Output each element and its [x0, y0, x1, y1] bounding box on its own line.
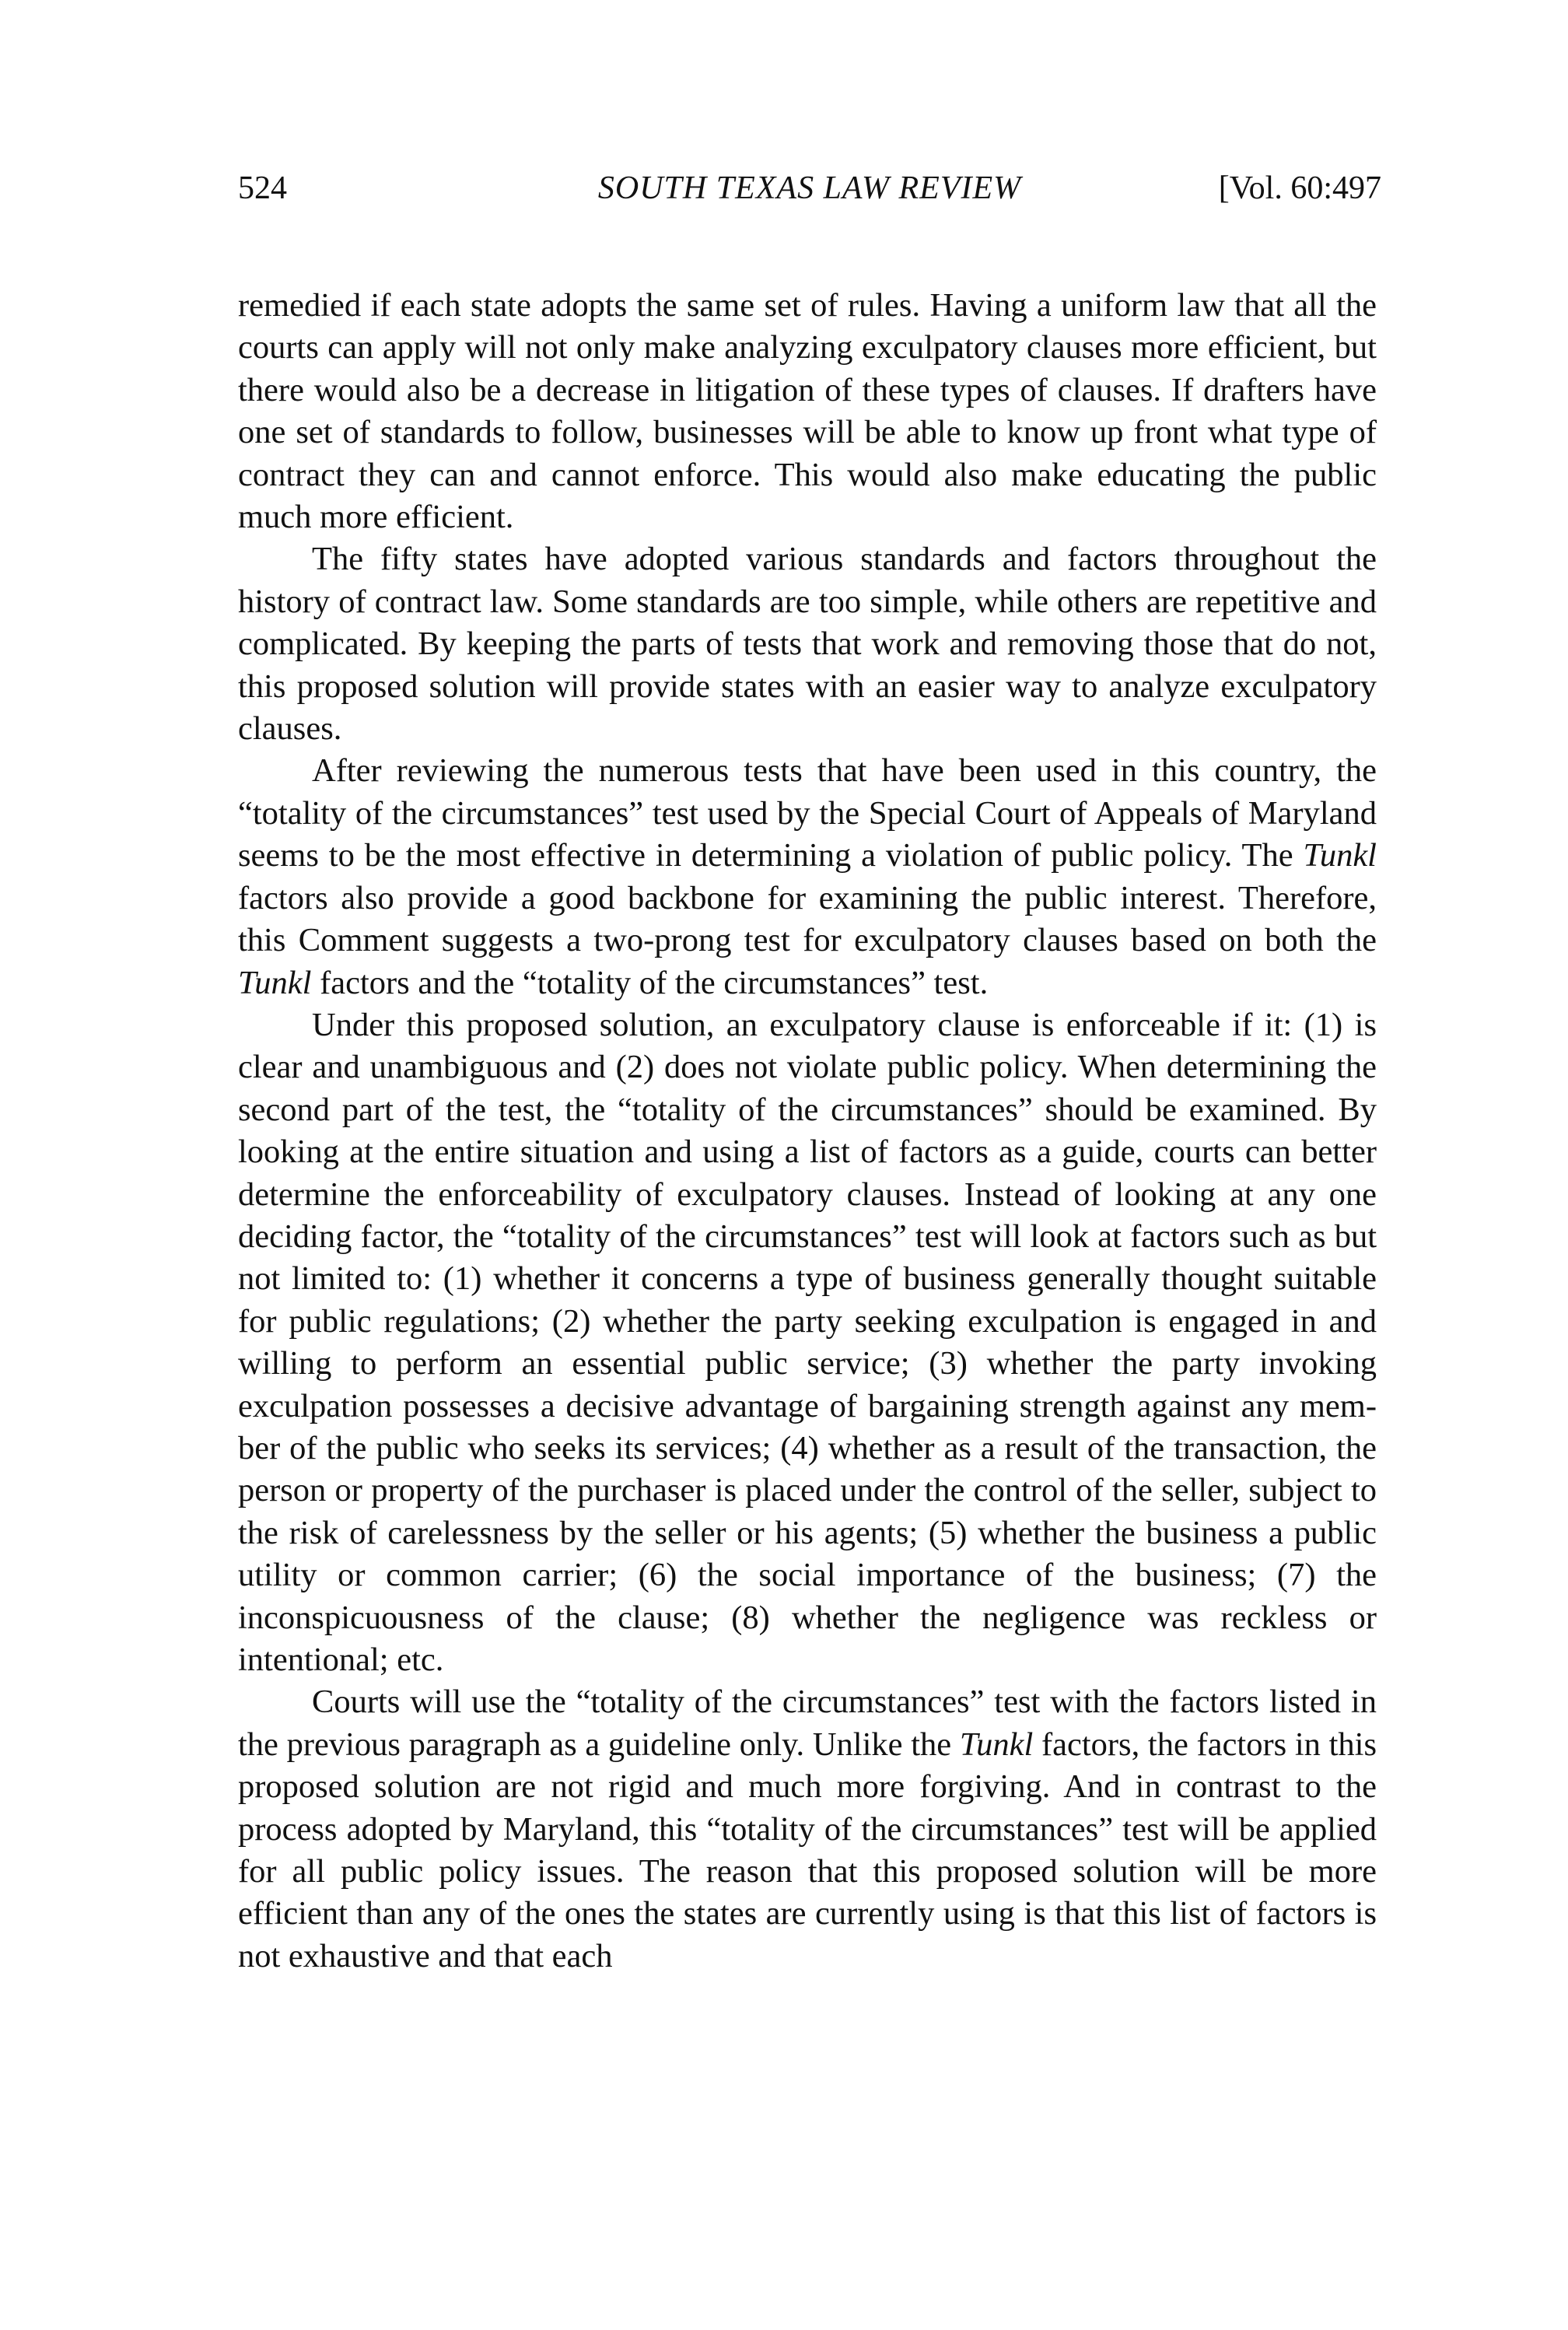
body-text: [238, 285, 1377, 1978]
body-paragraph: [238, 285, 1377, 538]
body-paragraph: [238, 1681, 1377, 1978]
volume-citation: [Vol. 60:497: [1218, 170, 1381, 206]
case-name-italic: Tunkl: [1303, 837, 1377, 874]
paragraph-text: The fifty states have adopted various standards and factors throughout the history of contract law. Some standards are too simple, while others are repetitive and complicated. By keeping the parts of tests that work and removing those that do not, this proposed solution will provide states with an easier way to analyze exculpatory clauses.: [238, 541, 1377, 748]
paragraph-text: After reviewing the numerous tests that have been used in this country, the “totality of the circumstances” test used by the Special Court of Appeals of Maryland seems to be the most effective in determining a violation of public policy. The: [238, 752, 1377, 874]
case-name-italic: Tunkl: [238, 964, 312, 1001]
body-paragraph: [238, 750, 1377, 1004]
case-name-italic: Tunkl: [959, 1726, 1034, 1763]
paragraph-text: factors, the factors in this proposed solution are not rigid and much more forgiving. And in contrast to the process adopted by Maryland, this “totality of the circumstances” test will be applied for all public policy issues. The reason that this proposed solution will be more efficient than any of the ones the states are currently using is that this list of factors is not exhaustive and that each: [238, 1726, 1377, 1974]
paragraph-text: remedied if each state adopts the same set of rules. Having a uniform law that all the courts can apply will not only make analyzing exculpatory clauses more efficient, but there would also be a decrease in litigation of these types of clauses. If drafters have one set of standards to follow, businesses will be able to know up front what type of contract they can and cannot enforce. This would also make educating the public much more efficient.: [238, 287, 1377, 536]
page-number: 524: [238, 170, 287, 206]
paragraph-text: Courts will use the “totality of the circumstances” test with the factors listed in the previous paragraph as a guideline only. Unlike the: [238, 1684, 1377, 1763]
body-paragraph: [238, 538, 1377, 750]
journal-title: SOUTH TEXAS LAW REVIEW: [597, 170, 1022, 206]
paragraph-text: factors and the “totality of the circumstances” test.: [311, 964, 989, 1001]
paragraph-text: factors also provide a good backbone for examining the public interest. Therefore, this Comment suggests a two-prong test for exculpatory clauses based on both the: [238, 879, 1377, 959]
running-header: [238, 165, 1381, 212]
body-paragraph: [238, 1004, 1377, 1682]
paragraph-text: Under this proposed solution, an exculpatory clause is enforceable if it: (1) is clear and unambiguous and (2) does not violate public policy. When determining the second part of the test, the “totality of the circumstances” should be examined. By looking at the entire situation and using a list of factors as a guide, courts can better determine the enforceability of exculpatory clauses. Instead of looking at any one deciding factor, the “totality of the circumstances” test will look at factors such as but not limited to: (1) whether it concerns a type of business generally thought suitable for public regulations; (2) whether the party seeking exculpation is engaged in and willing to perform an essential public service; (3) whether the party invoking exculpation possesses a decisive advantage of bargaining strength against any member of the public who seeks its services; (4) whether as a result of the transaction, the person or property of the purchaser is placed under the control of the seller, subject to the risk of carelessness by the seller or his agents; (5) whether the business a public utility or common carrier; (6) the social importance of the business; (7) the inconspicuousness of the clause; (8) whether the negligence was reckless or intentional; etc.: [238, 1006, 1377, 1678]
